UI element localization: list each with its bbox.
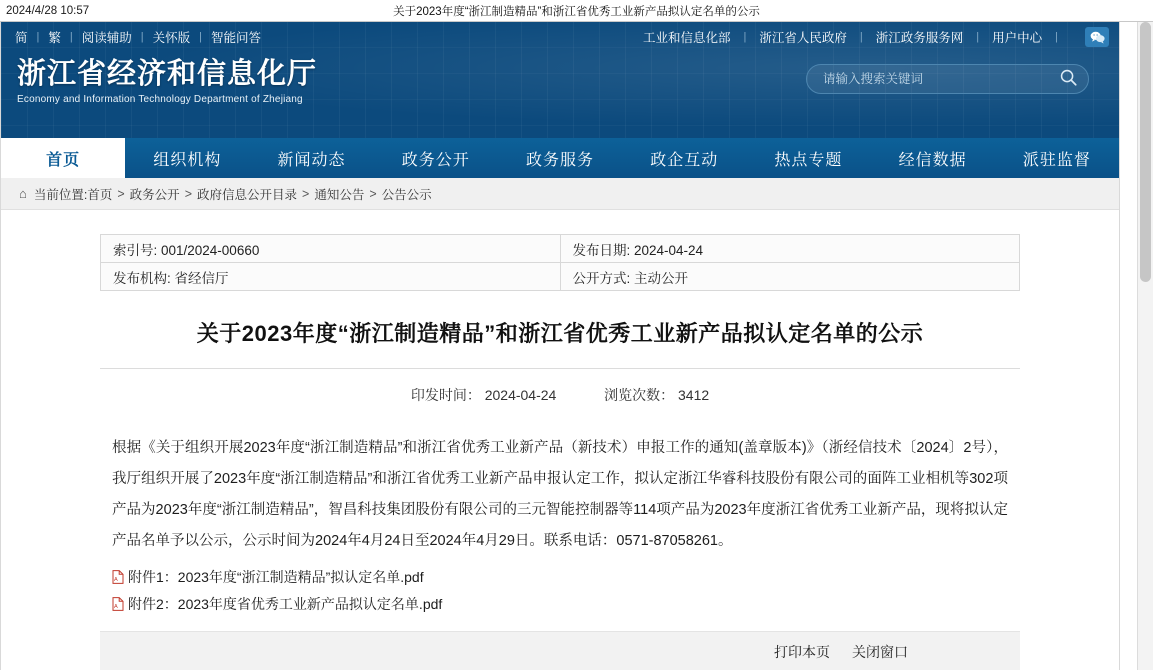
- breadcrumb-item-disclosure[interactable]: 政务公开: [129, 187, 180, 202]
- pdf-icon: [112, 570, 124, 584]
- window-titlebar: [0, 0, 1153, 22]
- divider: |: [976, 31, 980, 43]
- svg-text:A: A: [114, 603, 118, 610]
- search-box[interactable]: [806, 64, 1089, 94]
- site-container: [0, 22, 1120, 670]
- table-row: [101, 263, 1020, 291]
- system-clock: 2024/4/28 10:57: [6, 4, 90, 17]
- article-inner: [100, 234, 1020, 617]
- attachment-list: [100, 563, 1020, 617]
- breadcrumb-arrow: >: [117, 186, 125, 201]
- link-zj-service-network[interactable]: 浙江政务服务网: [875, 31, 964, 45]
- divider: |: [36, 31, 40, 43]
- print-time-value: 2024-04-24: [484, 387, 557, 403]
- scrollbar-thumb[interactable]: [1140, 22, 1151, 282]
- meta-disclosure-method: 公开方式: 主动公开: [560, 263, 1020, 291]
- link-miit[interactable]: 工业和信息化部: [643, 31, 731, 45]
- svg-text:A: A: [114, 576, 118, 583]
- article-subinfo: [100, 368, 1020, 419]
- header-utility-links: [15, 28, 261, 46]
- list-item[interactable]: [112, 590, 1020, 617]
- divider: |: [1055, 31, 1058, 43]
- views-value: 3412: [678, 387, 710, 403]
- breadcrumb-item-notices[interactable]: 通知公告: [314, 187, 365, 202]
- breadcrumb-item-announcements[interactable]: 公告公示: [381, 187, 432, 202]
- search-input[interactable]: [807, 71, 1048, 87]
- breadcrumb-item-home[interactable]: 首页: [87, 187, 113, 202]
- attachment-link-1[interactable]: 附件1：2023年度“浙江制造精品”拟认定名单.pdf: [128, 568, 424, 585]
- breadcrumb-item-catalog[interactable]: 政府信息公开目录: [197, 187, 298, 202]
- home-icon: ⌂: [19, 186, 27, 201]
- close-window-button[interactable]: 关闭窗口: [852, 643, 908, 660]
- views-label: 浏览次数：: [604, 387, 675, 403]
- nav-item-government-disclosure[interactable]: 政务公开: [401, 151, 470, 169]
- article-metadata-table: [100, 234, 1020, 291]
- meta-publisher: 发布机构: 省经信厅: [101, 263, 561, 291]
- accessibility-version-link[interactable]: 关怀版: [152, 31, 191, 45]
- print-time-label: 印发时间：: [410, 387, 481, 403]
- article-footer-actions: [100, 631, 1020, 670]
- nav-item-news[interactable]: 新闻动态: [277, 151, 346, 169]
- search-icon: [1059, 68, 1078, 90]
- attachment-link-2[interactable]: 附件2：2023年度省优秀工业新产品拟认定名单.pdf: [128, 595, 443, 612]
- meta-publish-date: 发布日期: 2024-04-24: [560, 235, 1020, 263]
- lang-simplified-link[interactable]: 简: [15, 31, 28, 45]
- meta-index-number: 索引号: 001/2024-00660: [101, 235, 561, 263]
- divider: |: [743, 31, 747, 43]
- nav-item-government-service[interactable]: 政务服务: [525, 151, 594, 169]
- wechat-icon[interactable]: [1085, 27, 1109, 47]
- breadcrumb-arrow: >: [184, 186, 192, 201]
- breadcrumb-prefix: 当前位置:: [33, 187, 88, 202]
- print-page-button[interactable]: 打印本页: [774, 643, 830, 660]
- link-zj-government[interactable]: 浙江省人民政府: [759, 31, 847, 45]
- nav-item-home[interactable]: 首页: [1, 138, 125, 178]
- breadcrumb: [1, 178, 1119, 210]
- site-header: [1, 22, 1119, 138]
- brand-title-en: Economy and Information Technology Department of Zhejiang: [17, 94, 303, 106]
- nav-item-data[interactable]: 经信数据: [898, 151, 967, 169]
- header-external-links: [643, 27, 1109, 47]
- nav-item-organization[interactable]: 组织机构: [153, 151, 222, 169]
- page-title: 关于2023年度“浙江制造精品”和浙江省优秀工业新产品拟认定名单的公示: [196, 321, 924, 346]
- divider: |: [69, 31, 73, 43]
- article-container: [1, 210, 1119, 670]
- link-user-center[interactable]: 用户中心: [992, 31, 1043, 45]
- search-button[interactable]: [1048, 65, 1088, 93]
- article-body: 根据《关于组织开展2023年度“浙江制造精品”和浙江省优秀工业新产品（新技术）申报工作的通知(盖章版本)》（浙经信技术〔2024〕2号），我厅组织开展了2023年度“浙江制造精品”和浙江省优秀工业新产品申报认定工作，拟认定浙江华睿科技股份有限公司的面阵工业相机等302项产品为2023年度“浙江制造精品”，智昌科技集团股份有限公司的三元智能控制器等114项产品为2023年度浙江省优秀工业新产品，现将拟认定产品名单予以公示，公示时间为2024年4月24日至2024年4月29日。联系电话：0571-87058261。: [112, 440, 1008, 549]
- table-row: [101, 235, 1020, 263]
- reading-assist-link[interactable]: 阅读辅助: [81, 31, 132, 45]
- breadcrumb-arrow: >: [302, 186, 310, 201]
- list-item[interactable]: [112, 563, 1020, 590]
- lang-traditional-link[interactable]: 繁: [48, 31, 61, 45]
- divider: |: [859, 31, 863, 43]
- header-top-bar: [1, 22, 1119, 52]
- divider: |: [140, 31, 144, 43]
- nav-item-gov-enterprise[interactable]: 政企互动: [650, 151, 719, 169]
- brand-title-cn: 浙江省经济和信息化厅: [17, 58, 318, 90]
- page-scrollbar[interactable]: [1137, 22, 1153, 670]
- smart-qa-link[interactable]: 智能问答: [211, 31, 262, 45]
- window-title: 关于2023年度“浙江制造精品”和浙江省优秀工业新产品拟认定名单的公示: [393, 5, 760, 18]
- nav-item-hot-topics[interactable]: 热点专题: [774, 151, 843, 169]
- main-nav: [1, 138, 1119, 178]
- pdf-icon: [112, 597, 124, 611]
- divider: |: [199, 31, 202, 43]
- breadcrumb-arrow: >: [369, 186, 377, 201]
- nav-item-supervision[interactable]: 派驻监督: [1022, 151, 1091, 169]
